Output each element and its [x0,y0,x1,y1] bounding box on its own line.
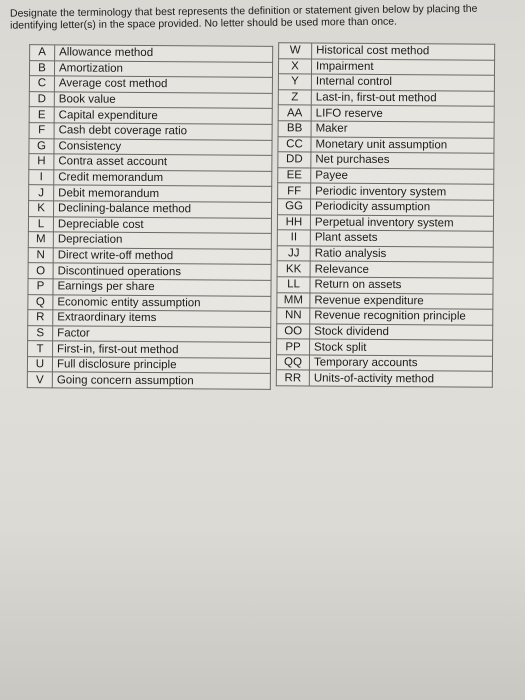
term-letter: Y [278,74,311,90]
term-name: Debit memorandum [54,185,272,202]
term-name: Consistency [54,138,272,155]
term-row [28,232,271,249]
term-row [277,323,493,340]
term-name: Amortization [54,60,272,77]
term-letter: BB [278,121,311,137]
term-row [29,60,272,77]
term-row [278,167,494,184]
term-row [29,201,272,218]
term-name: Average cost method [54,76,272,93]
term-name: Stock dividend [310,324,493,341]
terms-table-right [276,42,495,388]
term-letter: C [29,76,54,92]
term-letter: S [28,325,53,341]
term-name: First-in, first-out method [53,341,271,358]
term-row [277,245,493,262]
term-letter: T [28,341,53,357]
term-name: Net purchases [311,152,494,169]
term-name: Units-of-activity method [309,370,492,387]
term-row [29,185,272,202]
term-row [277,277,493,294]
term-letter: RR [276,370,309,386]
term-row [278,105,494,122]
term-row [278,58,494,75]
term-name: Depreciation [53,232,271,249]
term-name: Last-in, first-out method [311,90,494,107]
term-name: Revenue expenditure [310,292,493,309]
term-name: Ratio analysis [310,246,493,263]
term-row [29,91,272,108]
term-letter: KK [277,261,310,277]
term-name: Periodicity assumption [311,199,494,216]
term-letter: JJ [277,245,310,261]
term-row [278,152,494,169]
term-row [29,138,272,155]
term-name: Factor [53,326,271,343]
term-letter: X [278,58,311,74]
term-letter: H [29,154,54,170]
term-row [278,199,494,216]
term-name: Maker [311,121,494,138]
term-row [27,357,270,374]
term-row [29,107,272,124]
term-row [28,310,271,327]
term-name: Contra asset account [54,154,272,171]
term-name: Plant assets [310,230,493,247]
term-letter: U [27,357,52,373]
term-name: Capital expenditure [54,107,272,124]
term-row [278,90,494,107]
term-letter: N [28,247,53,263]
term-letter: W [279,43,312,59]
term-letter: G [29,138,54,154]
term-row [28,216,271,233]
term-name: LIFO reserve [311,105,494,122]
term-name: Going concern assumption [52,372,270,389]
term-row [278,74,494,91]
term-letter: QQ [276,355,309,371]
term-letter: HH [277,214,310,230]
term-name: Book value [54,92,272,109]
terms-table-left [27,44,273,390]
term-letter: Q [28,294,53,310]
term-row [277,261,493,278]
term-letter: FF [278,183,311,199]
term-row [276,355,492,372]
term-row [28,294,271,311]
term-name: Direct write-off method [53,248,271,265]
term-row [29,123,272,140]
term-row [28,263,271,280]
term-letter: LL [277,277,310,293]
term-name: Depreciable cost [53,216,271,233]
term-row [28,325,271,342]
term-name: Impairment [311,59,494,76]
term-row [28,279,271,296]
term-name: Earnings per share [53,279,271,296]
term-name: Periodic inventory system [311,183,494,200]
term-letter: L [28,216,53,232]
term-name: Payee [311,168,494,185]
term-letter: Z [278,90,311,106]
term-row [277,339,493,356]
term-name: Revenue recognition principle [310,308,493,325]
term-letter: OO [277,323,310,339]
term-letter: A [30,45,55,61]
term-letter: J [29,185,54,201]
term-name: Declining-balance method [54,201,272,218]
term-row [29,154,272,171]
term-letter: EE [278,167,311,183]
term-name: Economic entity assumption [53,294,271,311]
term-name: Cash debt coverage ratio [54,123,272,140]
term-name: Credit memorandum [54,170,272,187]
term-letter: I [29,169,54,185]
term-letter: K [29,201,54,217]
term-name: Allowance method [55,45,273,62]
term-letter: DD [278,152,311,168]
term-letter: MM [277,292,310,308]
term-row [276,370,492,387]
term-letter: D [29,91,54,107]
term-letter: E [29,107,54,123]
term-name: Stock split [310,339,493,356]
term-letter: M [28,232,53,248]
term-letter: PP [277,339,310,355]
term-letter: R [28,310,53,326]
term-letter: V [27,372,52,388]
term-row [278,121,494,138]
term-name: Extraordinary items [53,310,271,327]
term-name: Internal control [311,74,494,91]
term-name: Historical cost method [312,43,495,60]
term-row [279,43,495,60]
term-letter: B [29,60,54,76]
terms-table-left-body [27,45,272,390]
term-row [30,45,273,62]
term-row [278,183,494,200]
term-row [277,230,493,247]
term-letter: P [28,279,53,295]
term-row [27,372,270,389]
term-row [29,169,272,186]
instructions-text: Designate the terminology that best represents the definition or statement given below by placing the identifying letter(s) in the space provided. No letter should be used more than once. [9,2,478,32]
term-name: Full disclosure principle [52,357,270,374]
term-row [29,76,272,93]
term-letter: AA [278,105,311,121]
term-name: Relevance [310,261,493,278]
term-letter: II [277,230,310,246]
term-letter: F [29,123,54,139]
term-row [277,292,493,309]
terms-table-right-body [276,43,494,388]
term-row [28,247,271,264]
term-letter: GG [278,199,311,215]
term-row [277,214,493,231]
term-name: Return on assets [310,277,493,294]
term-letter: NN [277,308,310,324]
term-letter: CC [278,136,311,152]
term-name: Temporary accounts [309,355,492,372]
term-row [277,308,493,325]
term-row [278,136,494,153]
term-letter: O [28,263,53,279]
term-name: Perpetual inventory system [310,215,493,232]
term-row [28,341,271,358]
term-name: Monetary unit assumption [311,137,494,154]
term-name: Discontinued operations [53,263,271,280]
